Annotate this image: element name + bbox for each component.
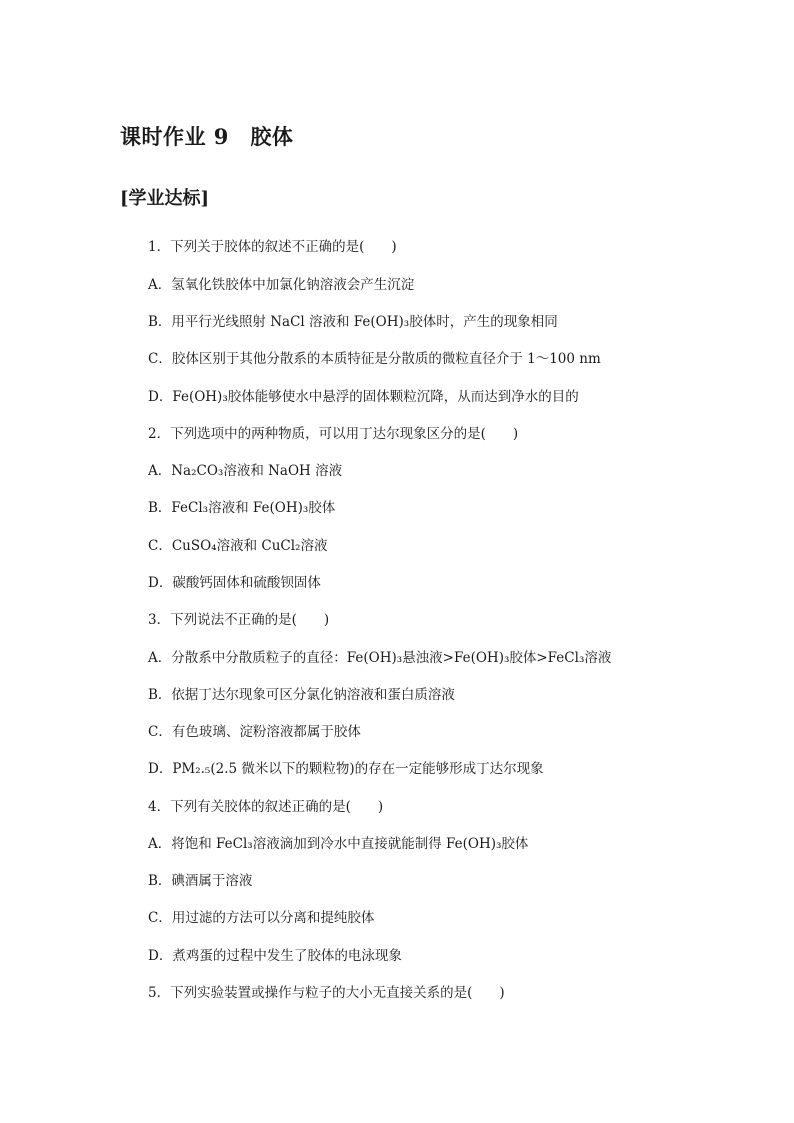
answer-option: C．有色玻璃、淀粉溶液都属于胶体 — [148, 724, 361, 740]
answer-option: D．PM₂.₅(2.5 微米以下的颗粒物)的存在一定能够形成丁达尔现象 — [148, 761, 544, 777]
answer-option: B．碘酒属于溶液 — [148, 873, 253, 889]
question-stem: 5．下列实验装置或操作与粒子的大小无直接关系的是( ) — [148, 985, 505, 1001]
answer-option: B．依据丁达尔现象可区分氯化钠溶液和蛋白质溶液 — [148, 687, 455, 703]
question-stem: 4．下列有关胶体的叙述正确的是( ) — [148, 799, 384, 815]
answer-option: B．FeCl₃溶液和 Fe(OH)₃胶体 — [148, 500, 336, 516]
answer-option: A．Na₂CO₃溶液和 NaOH 溶液 — [148, 463, 343, 479]
answer-option: D．Fe(OH)₃胶体能够使水中悬浮的固体颗粒沉降，从而达到净水的目的 — [148, 389, 579, 405]
answer-option: C．CuSO₄溶液和 CuCl₂溶液 — [148, 538, 328, 554]
section-heading: [学业达标] — [120, 188, 210, 209]
answer-option: A．分散系中分散质粒子的直径：Fe(OH)₃悬浊液>Fe(OH)₃胶体>FeCl₃溶液 — [148, 650, 612, 666]
answer-option: C．用过滤的方法可以分离和提纯胶体 — [148, 910, 375, 926]
answer-option: D．碳酸钙固体和硫酸钡固体 — [148, 575, 321, 591]
answer-option: C．胶体区别于其他分散系的本质特征是分散质的微粒直径介于 1～100 nm — [148, 351, 601, 367]
question-stem: 1．下列关于胶体的叙述不正确的是( ) — [148, 239, 397, 255]
page-title: 课时作业 9 胶体 — [120, 124, 294, 149]
answer-option: D．煮鸡蛋的过程中发生了胶体的电泳现象 — [148, 948, 402, 964]
question-stem: 2．下列选项中的两种物质，可以用丁达尔现象区分的是( ) — [148, 426, 519, 442]
question-stem: 3．下列说法不正确的是( ) — [148, 612, 330, 628]
answer-option: A．将饱和 FeCl₃溶液滴加到冷水中直接就能制得 Fe(OH)₃胶体 — [148, 836, 529, 852]
answer-option: A．氢氧化铁胶体中加氯化钠溶液会产生沉淀 — [148, 277, 415, 293]
answer-option: B．用平行光线照射 NaCl 溶液和 Fe(OH)₃胶体时，产生的现象相同 — [148, 314, 558, 330]
